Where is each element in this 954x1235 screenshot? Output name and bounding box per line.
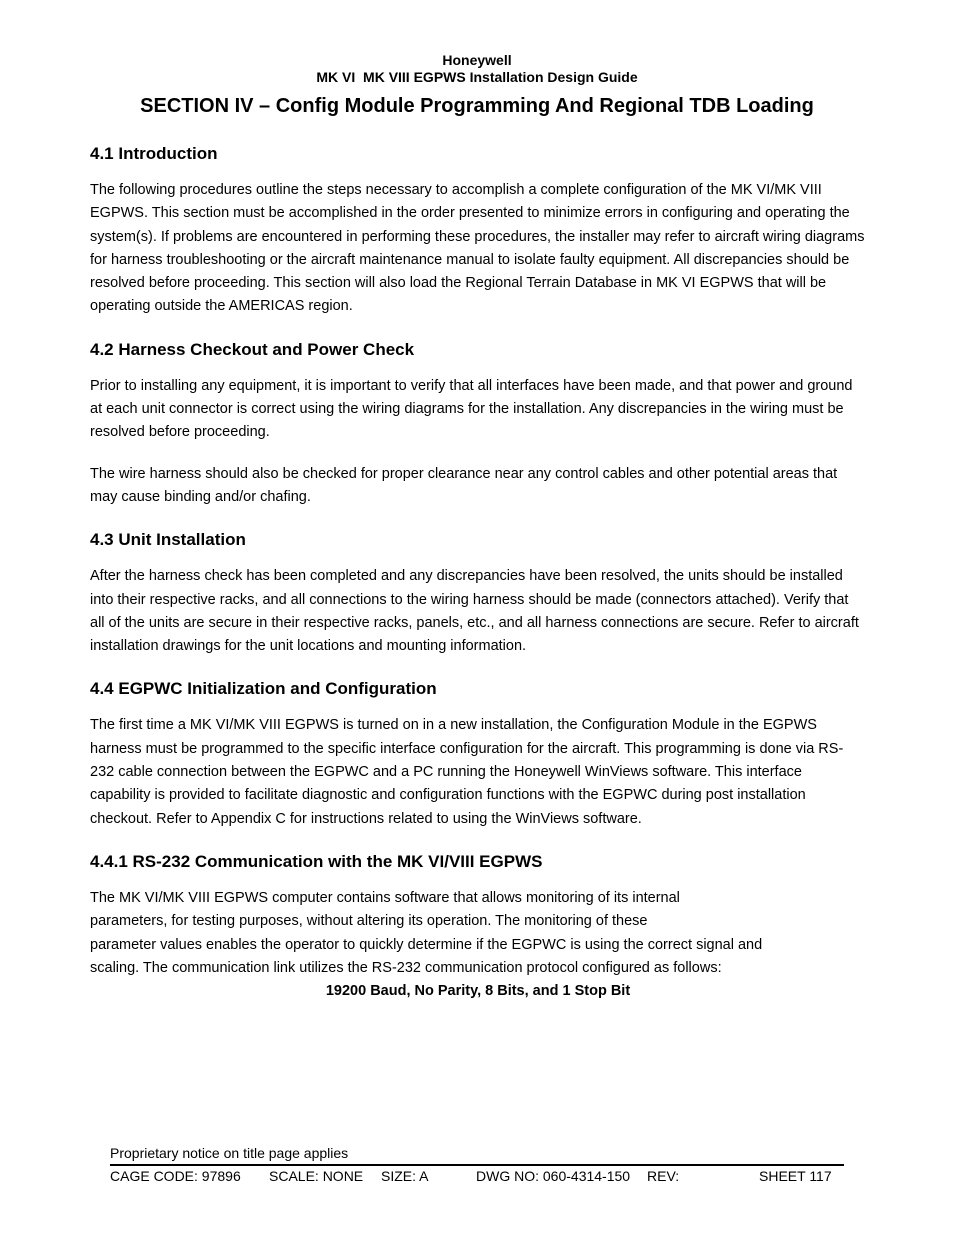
paragraph: The first time a MK VI/MK VIII EGPWS is turned on in a new installation, the Configuration Module in the EGPWS harness must be programmed to the specific interface configuration for the aircraft. This programming is done via RS-232 cable connection between the EGPWC and a PC running the Honeywell WinViews software. This interface capability is provided to facilitate diagnostic and configuration functions with the EGPWC during post installation checkout. Refer to Appendix C for instructions related to using the WinViews software. (90, 717, 844, 827)
section-4-4-1 (90, 851, 866, 1003)
scale: SCALE: NONE (269, 1168, 364, 1184)
paragraph (90, 887, 866, 980)
section-4-3 (90, 529, 866, 658)
section-heading: 4.2 Harness Checkout and Power Check (90, 339, 415, 359)
section-4-1 (90, 143, 866, 319)
paragraph: After the harness check has been completed and any discrepancies have been resolved, the units should be installed into their respective racks, and all connections to the wiring harness should be made (connectors attached). Verify that all of the units are secure in their respective racks, panels, etc., and all harness connections are secure. Refer to aircraft installation drawings for the unit locations and mounting information. (90, 568, 859, 655)
section-heading: 4.3 Unit Installation (90, 530, 246, 550)
proprietary-notice: Proprietary notice on title page applies (110, 1143, 844, 1166)
section-heading: 4.4.1 RS-232 Communication with the MK VI/VIII EGPWS (90, 851, 543, 871)
paragraph: Prior to installing any equipment, it is important to verify that all interfaces have been made, and that power and ground at each unit connector is correct using the wiring diagrams for the installation. Any discrepancies in the wiring must be resolved before proceeding. (90, 377, 853, 441)
paragraph-line: scaling. The communication link utilizes the RS-232 communication protocol configured as follows: (90, 959, 722, 976)
section-heading: 4.4 EGPWC Initialization and Configuration (90, 679, 437, 699)
sheet-number: SHEET 117 (759, 1168, 832, 1184)
revision: REV: (647, 1168, 680, 1184)
header-doc-title: MK VI MK VIII EGPWS Installation Design Guide (316, 69, 638, 85)
paragraph-line: The MK VI/MK VIII EGPWS computer contains software that allows monitoring of its internal (90, 889, 680, 906)
section-4-4 (90, 678, 866, 830)
drawing-number: DWG NO: 060-4314-150 (476, 1168, 631, 1184)
header-company: Honeywell (442, 52, 512, 68)
rs232-config-line: 19200 Baud, No Parity, 8 Bits, and 1 Stop Bit (325, 983, 631, 1000)
size: SIZE: A (381, 1168, 429, 1184)
cage-code: CAGE CODE: 97896 (110, 1168, 241, 1184)
section-4-2 (90, 339, 866, 509)
section-title: SECTION IV – Config Module Programming And Regional TDB Loading (140, 95, 814, 117)
section-heading: 4.1 Introduction (90, 144, 218, 163)
document-header (0, 52, 954, 86)
paragraph: The wire harness should also be checked for proper clearance near any control cables and other potential areas that may cause binding and/or chafing. (90, 465, 838, 505)
paragraph-line: parameters, for testing purposes, without altering its operation. The monitoring of these (90, 913, 648, 930)
paragraph-line: parameter values enables the operator to quickly determine if the EGPWC is using the correct signal and (90, 936, 763, 953)
footer-info-row (110, 1166, 844, 1186)
page-footer (110, 1143, 844, 1186)
paragraph: The following procedures outline the steps necessary to accomplish a complete configuration of the MK VI/MK VIII EGPWS. This section must be accomplished in the order presented to minimize errors in configuring and operating the system(s). If problems are encountered in performing these procedures, the installer may refer to aircraft wiring diagrams for harness troubleshooting or the aircraft maintenance manual to isolate faulty equipment. All discrepancies should be resolved before proceeding. This section will also load the Regional Terrain Database in MK VI EGPWS that will be operating outside the AMERICAS region. (90, 182, 865, 315)
page-content (90, 143, 866, 1003)
